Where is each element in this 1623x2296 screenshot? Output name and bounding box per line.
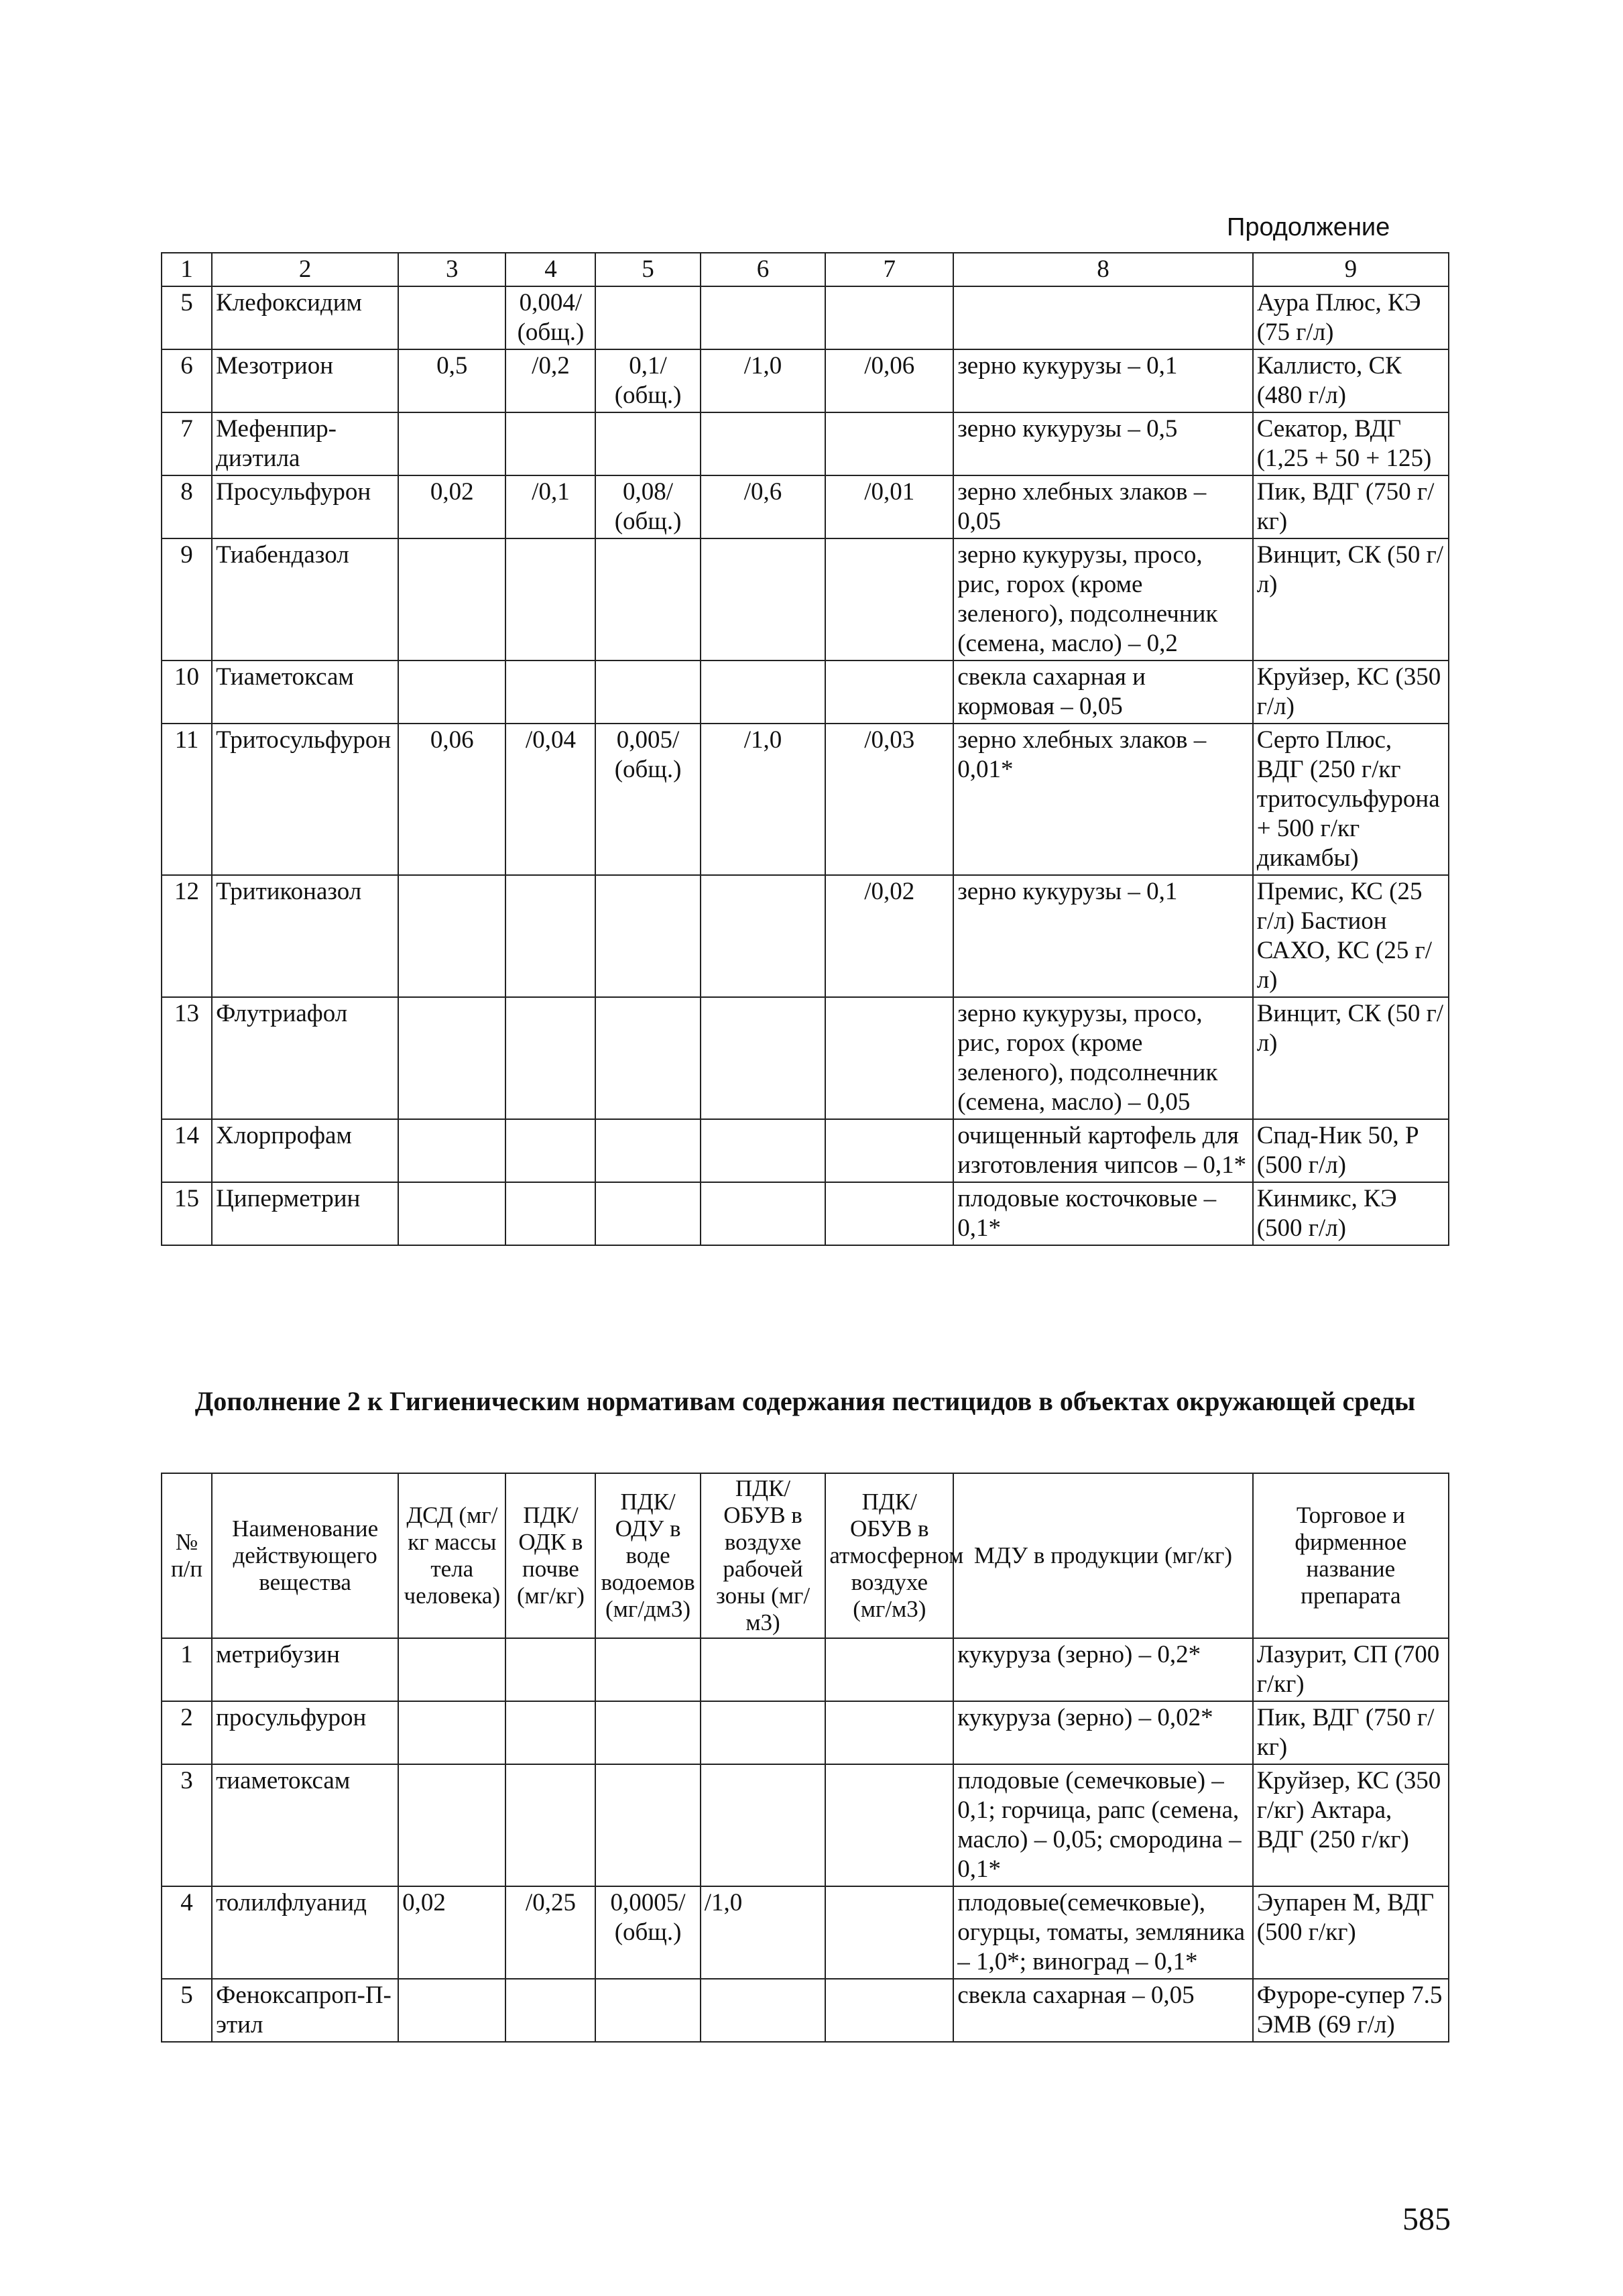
table-cell: [825, 661, 953, 724]
trade-name-cell: Каллисто, СК (480 г/л): [1253, 349, 1449, 412]
header-substance: Наименование действующего вещества: [212, 1473, 398, 1638]
table-cell: 0,02: [398, 475, 505, 538]
table-row: [162, 349, 1449, 412]
mrl-cell: плодовые(семечковые), огурцы, томаты, земляника – 1,0*; виноград – 0,1*: [953, 1886, 1253, 1979]
table-cell: [398, 412, 505, 475]
header-atmosphere-air: ПДК/ ОБУВ в атмосферном воздухе (мг/м3): [825, 1473, 953, 1638]
mrl-cell: зерно кукурузы, просо, рис, горох (кроме зеленого), подсолнечник (семена, масло) – 0,2: [953, 538, 1253, 661]
table-cell: 0,06: [398, 724, 505, 875]
table-row: [162, 997, 1449, 1119]
header-cell: 6: [701, 253, 826, 286]
trade-name-cell: Лазурит, СП (700 г/кг): [1253, 1638, 1449, 1701]
table-cell: [595, 1701, 700, 1764]
table-header-row: [162, 253, 1449, 286]
table-row: [162, 1119, 1449, 1182]
mrl-cell: кукуруза (зерно) – 0,2*: [953, 1638, 1253, 1701]
table-cell: /0,06: [825, 349, 953, 412]
supplement-table: [161, 1473, 1449, 2043]
header-water: ПДК/ ОДУ в воде водоемов (мг/дм3): [595, 1473, 700, 1638]
table-cell: [825, 412, 953, 475]
row-number: 5: [162, 286, 212, 349]
header-trade-name: Торговое и фирменное название препарата: [1253, 1473, 1449, 1638]
header-cell: 8: [953, 253, 1253, 286]
table-cell: [701, 1979, 826, 2042]
table-cell: 0,0005/ (общ.): [595, 1886, 700, 1979]
table-cell: [701, 875, 826, 997]
table-cell: [595, 412, 700, 475]
table-cell: [505, 1701, 595, 1764]
substance-name: Тритосульфурон: [212, 724, 398, 875]
mrl-cell: плодовые косточковые – 0,1*: [953, 1182, 1253, 1245]
table-cell: [505, 538, 595, 661]
table-cell: [595, 1764, 700, 1886]
table-cell: 0,5: [398, 349, 505, 412]
table-cell: [398, 1182, 505, 1245]
table-row: [162, 538, 1449, 661]
table-cell: [398, 1701, 505, 1764]
table-cell: [398, 1638, 505, 1701]
trade-name-cell: Премис, КС (25 г/л) Бастион САХО, КС (25 г/л): [1253, 875, 1449, 997]
table-cell: 0,08/ (общ.): [595, 475, 700, 538]
substance-name: Просульфурон: [212, 475, 398, 538]
table-cell: [398, 997, 505, 1119]
header-cell: 3: [398, 253, 505, 286]
table-cell: [398, 875, 505, 997]
table-cell: 0,004/ (общ.): [505, 286, 595, 349]
table-row: [162, 475, 1449, 538]
row-number: 9: [162, 538, 212, 661]
row-number: 2: [162, 1701, 212, 1764]
table-cell: [825, 1764, 953, 1886]
table-cell: [398, 538, 505, 661]
table-cell: [595, 875, 700, 997]
trade-name-cell: Круйзер, КС (350 г/кг) Актара, ВДГ (250 г/кг): [1253, 1764, 1449, 1886]
table-cell: [398, 1119, 505, 1182]
trade-name-cell: Эупарен М, ВДГ (500 г/кг): [1253, 1886, 1449, 1979]
table-cell: [595, 661, 700, 724]
mrl-cell: зерно кукурузы – 0,5: [953, 412, 1253, 475]
header-adi: ДСД (мг/кг массы тела человека): [398, 1473, 505, 1638]
table-cell: 0,005/ (общ.): [595, 724, 700, 875]
table-cell: [825, 1979, 953, 2042]
table-row: [162, 1979, 1449, 2042]
table-cell: [505, 1638, 595, 1701]
row-number: 5: [162, 1979, 212, 2042]
row-number: 12: [162, 875, 212, 997]
trade-name-cell: Пик, ВДГ (750 г/кг): [1253, 475, 1449, 538]
table-cell: /0,04: [505, 724, 595, 875]
continuation-label: Продолжение: [1227, 213, 1390, 241]
table-row: [162, 1701, 1449, 1764]
row-number: 4: [162, 1886, 212, 1979]
trade-name-cell: Винцит, СК (50 г/л): [1253, 538, 1449, 661]
table-cell: [701, 1764, 826, 1886]
table-cell: [505, 661, 595, 724]
table-row: [162, 1886, 1449, 1979]
substance-name: тиаметоксам: [212, 1764, 398, 1886]
trade-name-cell: Спад-Ник 50, Р (500 г/л): [1253, 1119, 1449, 1182]
trade-name-cell: Фуроре-супер 7.5 ЭМВ (69 г/л): [1253, 1979, 1449, 2042]
mrl-cell: зерно хлебных злаков – 0,05: [953, 475, 1253, 538]
table-cell: [398, 661, 505, 724]
table-cell: [505, 1119, 595, 1182]
table-row: [162, 1182, 1449, 1245]
table-cell: [701, 1701, 826, 1764]
substance-name: толилфлуанид: [212, 1886, 398, 1979]
table-cell: [398, 1764, 505, 1886]
table-row: [162, 724, 1449, 875]
mrl-cell: очищенный картофель для изготовления чипсов – 0,1*: [953, 1119, 1253, 1182]
table-cell: /0,2: [505, 349, 595, 412]
row-number: 15: [162, 1182, 212, 1245]
table-cell: 0,02: [398, 1886, 505, 1979]
table-cell: /0,01: [825, 475, 953, 538]
table-cell: [701, 412, 826, 475]
table-cell: /1,0: [701, 349, 826, 412]
table-cell: [701, 538, 826, 661]
substance-name: метрибузин: [212, 1638, 398, 1701]
row-number: 1: [162, 1638, 212, 1701]
trade-name-cell: Секатор, ВДГ (1,25 + 50 + 125): [1253, 412, 1449, 475]
table-cell: 0,1/ (общ.): [595, 349, 700, 412]
row-number: 13: [162, 997, 212, 1119]
table-cell: /1,0: [701, 1886, 826, 1979]
table-cell: /0,6: [701, 475, 826, 538]
row-number: 14: [162, 1119, 212, 1182]
table-cell: [825, 286, 953, 349]
mrl-cell: кукуруза (зерно) – 0,02*: [953, 1701, 1253, 1764]
trade-name-cell: Кинмикс, КЭ (500 г/л): [1253, 1182, 1449, 1245]
header-cell: 7: [825, 253, 953, 286]
header-workzone-air: ПДК/ ОБУВ в воздухе рабочей зоны (мг/м3): [701, 1473, 826, 1638]
table-cell: [825, 997, 953, 1119]
table-cell: [505, 1979, 595, 2042]
trade-name-cell: Пик, ВДГ (750 г/ кг): [1253, 1701, 1449, 1764]
table-row: [162, 1764, 1449, 1886]
table-cell: [505, 1764, 595, 1886]
substance-name: Флутриафол: [212, 997, 398, 1119]
table-cell: [701, 661, 826, 724]
table-cell: /0,1: [505, 475, 595, 538]
substance-name: Тиаметоксам: [212, 661, 398, 724]
table-cell: [595, 286, 700, 349]
table-cell: [825, 1638, 953, 1701]
table-row: [162, 875, 1449, 997]
row-number: 11: [162, 724, 212, 875]
mrl-cell: свекла сахарная – 0,05: [953, 1979, 1253, 2042]
table-cell: [595, 1638, 700, 1701]
substance-name: Хлорпрофам: [212, 1119, 398, 1182]
table-cell: [505, 1182, 595, 1245]
row-number: 3: [162, 1764, 212, 1886]
table-cell: [595, 1182, 700, 1245]
table-row: [162, 661, 1449, 724]
residue-table: [161, 252, 1449, 1246]
table-cell: [701, 1119, 826, 1182]
table-cell: [701, 1638, 826, 1701]
header-mrl: МДУ в продукции (мг/кг): [953, 1473, 1253, 1638]
mrl-cell: зерно хлебных злаков – 0,01*: [953, 724, 1253, 875]
row-number: 6: [162, 349, 212, 412]
header-cell: 5: [595, 253, 700, 286]
table-cell: /1,0: [701, 724, 826, 875]
mrl-cell: [953, 286, 1253, 349]
substance-name: Феноксапроп-П-этил: [212, 1979, 398, 2042]
page-number: 585: [1402, 2201, 1451, 2237]
trade-name-cell: Аура Плюс, КЭ (75 г/л): [1253, 286, 1449, 349]
substance-name: Циперметрин: [212, 1182, 398, 1245]
table-cell: [701, 1182, 826, 1245]
table-cell: [505, 875, 595, 997]
trade-name-cell: Винцит, СК (50 г/л): [1253, 997, 1449, 1119]
table-header-row: [162, 1473, 1449, 1638]
trade-name-cell: Серто Плюс, ВДГ (250 г/кг тритосульфурона + 500 г/кг дикамбы): [1253, 724, 1449, 875]
mrl-cell: плодовые (семечковые) – 0,1; горчица, рапс (семена, масло) – 0,05; смородина – 0,1*: [953, 1764, 1253, 1886]
row-number: 8: [162, 475, 212, 538]
table-cell: [398, 286, 505, 349]
substance-name: Тритиконазол: [212, 875, 398, 997]
row-number: 10: [162, 661, 212, 724]
table-cell: [505, 412, 595, 475]
trade-name-cell: Круйзер, КС (350 г/л): [1253, 661, 1449, 724]
table-row: [162, 1638, 1449, 1701]
table-cell: [825, 1182, 953, 1245]
header-cell: 1: [162, 253, 212, 286]
table-cell: [595, 1979, 700, 2042]
header-number: № п/п: [162, 1473, 212, 1638]
table-cell: /0,25: [505, 1886, 595, 1979]
header-cell: 9: [1253, 253, 1449, 286]
row-number: 7: [162, 412, 212, 475]
mrl-cell: зерно кукурузы – 0,1: [953, 349, 1253, 412]
header-soil: ПДК/ ОДК в почве (мг/кг): [505, 1473, 595, 1638]
table-cell: [595, 997, 700, 1119]
table-cell: [398, 1979, 505, 2042]
table-cell: [825, 1886, 953, 1979]
table-cell: [701, 997, 826, 1119]
table-row: [162, 412, 1449, 475]
supplement-title: Дополнение 2 к Гигиеническим нормативам содержания пестицидов в объектах окружающей среды: [194, 1386, 1416, 1416]
table-cell: /0,02: [825, 875, 953, 997]
header-cell: 2: [212, 253, 398, 286]
mrl-cell: зерно кукурузы, просо, рис, горох (кроме зеленого), подсолнечник (семена, масло) – 0,05: [953, 997, 1253, 1119]
table-cell: [595, 538, 700, 661]
table-cell: /0,03: [825, 724, 953, 875]
header-cell: 4: [505, 253, 595, 286]
substance-name: просульфурон: [212, 1701, 398, 1764]
mrl-cell: зерно кукурузы – 0,1: [953, 875, 1253, 997]
substance-name: Мезотрион: [212, 349, 398, 412]
substance-name: Мефенпир-диэтила: [212, 412, 398, 475]
table-cell: [595, 1119, 700, 1182]
substance-name: Тиабендазол: [212, 538, 398, 661]
table-cell: [825, 538, 953, 661]
substance-name: Клефоксидим: [212, 286, 398, 349]
mrl-cell: свекла сахарная и кормовая – 0,05: [953, 661, 1253, 724]
table-cell: [825, 1119, 953, 1182]
table-cell: [505, 997, 595, 1119]
table-cell: [825, 1701, 953, 1764]
table-cell: [701, 286, 826, 349]
table-row: [162, 286, 1449, 349]
